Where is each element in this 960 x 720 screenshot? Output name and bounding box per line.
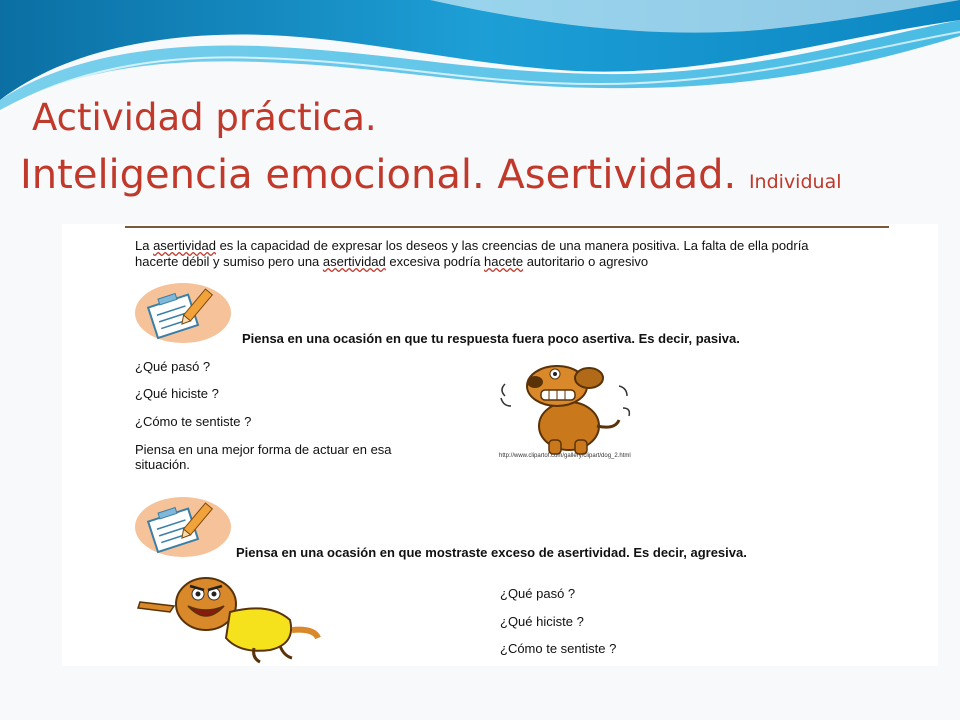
title-line-1: Actividad práctica. xyxy=(32,96,377,139)
prompt-passive: Piensa en una ocasión en que tu respuesta fuera poco asertiva. Es decir, pasiva. xyxy=(242,331,740,346)
top-rule xyxy=(125,226,889,228)
title-main: Inteligencia emocional. Asertividad. xyxy=(20,152,737,198)
image-source-url: http://www.clipartof.com/gallery/clipart/dog_2.html xyxy=(499,453,631,459)
title-suffix: Individual xyxy=(748,171,842,193)
question-what-did-2: ¿Qué hiciste ? xyxy=(500,614,584,629)
intro-paragraph xyxy=(135,238,855,270)
question-what-happened: ¿Qué pasó ? xyxy=(135,359,211,374)
intro-word: asertividad xyxy=(322,254,386,269)
intro-text: La xyxy=(135,238,154,253)
intro-text: autoritario o agresivo xyxy=(523,254,649,269)
question-what-happened-2: ¿Qué pasó ? xyxy=(500,586,576,601)
closing-prompt: Piensa en una mejor forma de actuar en esa situación. xyxy=(135,442,392,472)
question-how-felt: ¿Cómo te sentiste ? xyxy=(135,414,252,429)
question-how-felt-2: ¿Cómo te sentiste ? xyxy=(500,641,617,656)
intro-text: excesiva podría xyxy=(385,254,485,269)
dog-angry-icon xyxy=(134,572,334,664)
prompt-aggressive: Piensa en una ocasión en que mostraste exceso de asertividad. Es decir, agresiva. xyxy=(236,545,747,560)
intro-word: asertividad xyxy=(153,238,216,253)
notepad-pencil-icon xyxy=(134,496,232,558)
title-line-2 xyxy=(20,152,842,198)
dog-nervous-icon xyxy=(497,356,637,456)
worksheet-image xyxy=(62,224,938,666)
notepad-pencil-icon xyxy=(134,282,232,344)
intro-text: es la capacidad de expresar los deseos y las creencias de una manera positiva. La falta de ella podría hacerte débil y sumiso pero una xyxy=(135,238,809,269)
question-what-did: ¿Qué hiciste ? xyxy=(135,386,219,401)
intro-word: hacete xyxy=(484,254,524,269)
